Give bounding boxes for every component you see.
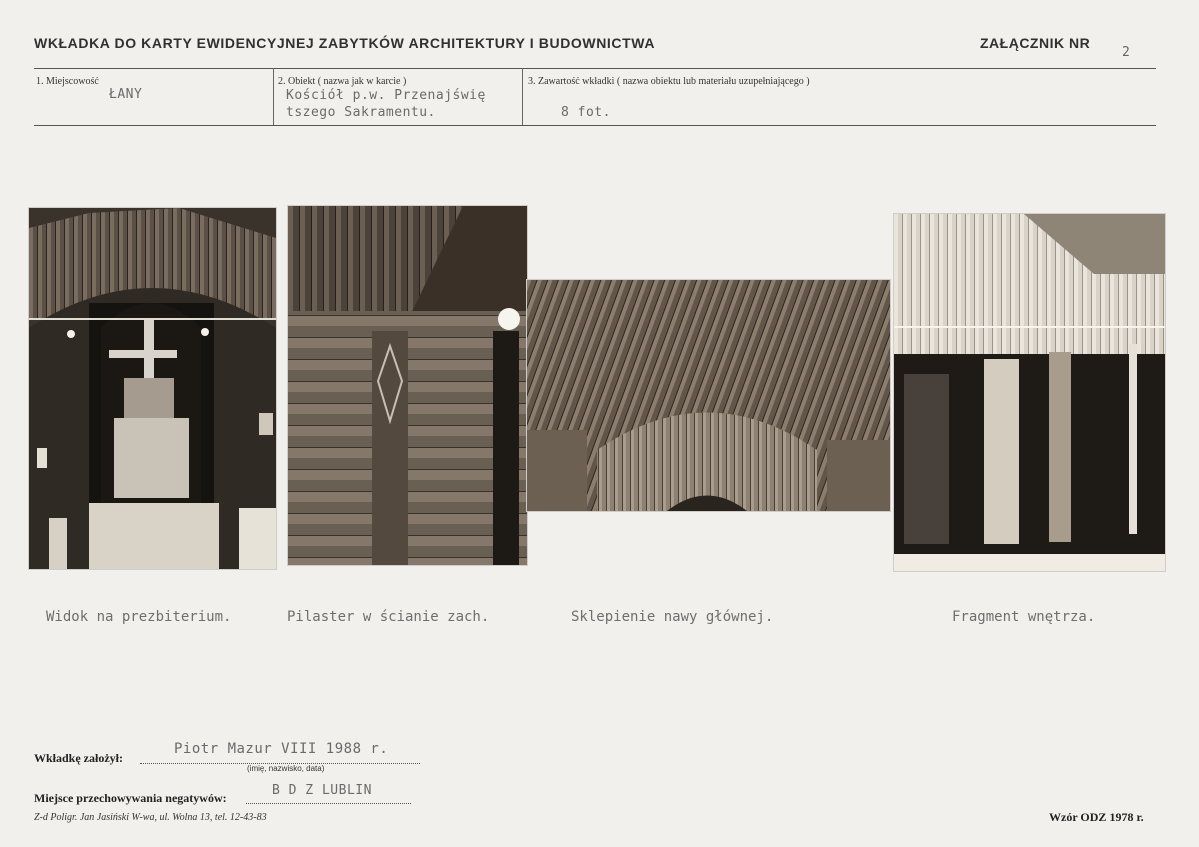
form-title: WKŁADKA DO KARTY EWIDENCYJNEJ ZABYTKÓW ARCHITEKTURY I BUDOWNICTWA — [34, 35, 656, 51]
pilaster-photo-image — [288, 206, 527, 565]
field-divider-1 — [273, 68, 274, 125]
interior-photo — [894, 214, 1165, 571]
content-value: 8 fot. — [561, 105, 611, 120]
vault-photo — [527, 280, 890, 511]
interior-photo-image — [894, 214, 1165, 571]
field-bottom-rule — [34, 125, 1156, 126]
caption-interior: Fragment wnętrza. — [952, 609, 1096, 625]
pilaster-photo — [288, 206, 527, 565]
founder-label: Wkładkę założył: — [34, 751, 123, 765]
negatives-value: B D Z LUBLIN — [272, 783, 372, 798]
content-label: 3. Zawartość wkładki ( nazwa obiektu lub materiału uzupełniającego ) — [528, 76, 810, 87]
caption-vault: Sklepienie nawy głównej. — [571, 609, 774, 625]
pattern-note: Wzór ODZ 1978 r. — [1049, 810, 1144, 824]
object-label: 2. Obiekt ( nazwa jak w karcie ) — [278, 76, 407, 87]
field-divider-2 — [522, 68, 523, 125]
locality-label: 1. Miejscowość — [36, 76, 99, 87]
attachment-label: ZAŁĄCZNIK NR — [980, 35, 1091, 51]
negatives-label: Miejsce przechowywania negatywów: — [34, 791, 227, 805]
caption-pilaster: Pilaster w ścianie zach. — [287, 609, 490, 625]
vault-photo-image — [527, 280, 890, 511]
altar-photo-image — [29, 208, 276, 569]
negatives-dotted-line — [246, 802, 411, 804]
field-top-rule — [34, 68, 1156, 69]
caption-altar: Widok na prezbiterium. — [46, 609, 232, 625]
attachment-number: 2 — [1122, 45, 1130, 60]
founder-note: (imię, nazwisko, data) — [247, 764, 325, 773]
object-value-line2: tszego Sakramentu. — [286, 105, 436, 120]
printer-note: Z-d Poligr. Jan Jasiński W-wa, ul. Wolna 13, tel. 12-43-83 — [34, 812, 267, 823]
founder-value: Piotr Mazur VIII 1988 r. — [174, 741, 389, 757]
locality-value: ŁANY — [109, 87, 143, 102]
altar-photo — [29, 208, 276, 569]
object-value-line1: Kościół p.w. Przenajświę — [286, 88, 486, 103]
